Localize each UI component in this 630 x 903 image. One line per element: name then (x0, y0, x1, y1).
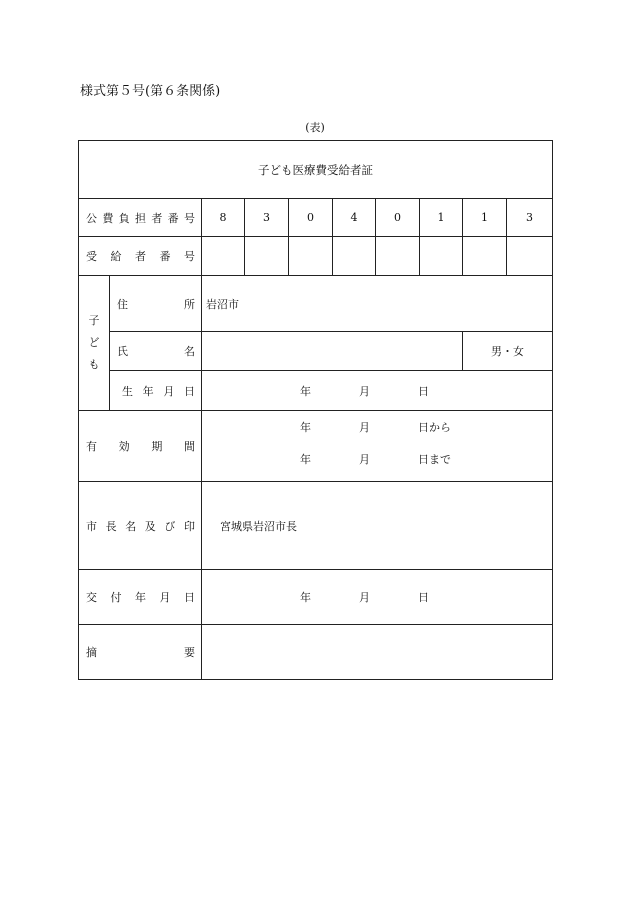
recipient-number-row (79, 237, 553, 276)
address-label: 住所 (110, 276, 202, 332)
name-row (79, 332, 553, 371)
card-title: 子ども医療費受給者証 (79, 141, 553, 199)
year-unit: 年 (300, 453, 311, 466)
day-from-unit: 日から (418, 421, 451, 434)
recipient-number-label: 受給者番号 (79, 237, 202, 276)
dob-value[interactable] (202, 371, 553, 411)
recipient-digit-cell[interactable] (463, 237, 507, 276)
mayor-value: 宮城県岩沼市長 (202, 482, 553, 570)
payer-digit: 0 (289, 199, 333, 237)
address-value[interactable]: 岩沼市 (202, 276, 553, 332)
name-value[interactable] (202, 332, 463, 371)
day-until-unit: 日まで (418, 453, 451, 466)
child-label-char: ど (88, 336, 100, 349)
payer-digit: 0 (376, 199, 420, 237)
payer-digit: 3 (507, 199, 553, 237)
payer-digit: 1 (420, 199, 463, 237)
remarks-value[interactable] (202, 625, 553, 680)
validity-value[interactable] (202, 411, 553, 482)
mayor-label: 市長名及び印 (79, 482, 202, 570)
payer-digit: 8 (202, 199, 245, 237)
payer-number-row (79, 199, 553, 237)
issue-date-label: 交付年月日 (79, 570, 202, 625)
certificate-table (78, 140, 553, 680)
recipient-digit-cell[interactable] (202, 237, 245, 276)
name-label: 氏名 (110, 332, 202, 371)
year-unit: 年 (300, 384, 311, 398)
year-unit: 年 (300, 591, 311, 604)
payer-digit: 3 (245, 199, 289, 237)
address-row (79, 276, 553, 332)
payer-digit: 4 (333, 199, 376, 237)
month-unit: 月 (359, 591, 370, 604)
month-unit: 月 (359, 384, 370, 398)
validity-label: 有効期間 (79, 411, 202, 482)
day-unit: 日 (418, 384, 429, 398)
recipient-digit-cell[interactable] (245, 237, 289, 276)
month-unit: 月 (359, 421, 370, 434)
side-label: (表) (305, 121, 325, 134)
child-label-char: 子 (88, 314, 100, 327)
remarks-label: 摘要 (79, 625, 202, 680)
recipient-digit-cell[interactable] (289, 237, 333, 276)
issue-date-value[interactable] (202, 570, 553, 625)
recipient-digit-cell[interactable] (333, 237, 376, 276)
issue-date-row (79, 570, 553, 625)
recipient-digit-cell[interactable] (420, 237, 463, 276)
year-unit: 年 (300, 421, 311, 434)
mayor-row (79, 482, 553, 570)
day-unit: 日 (418, 591, 429, 604)
payer-digit: 1 (463, 199, 507, 237)
month-unit: 月 (359, 453, 370, 466)
child-label (79, 276, 110, 411)
recipient-digit-cell[interactable] (376, 237, 420, 276)
recipient-digit-cell[interactable] (507, 237, 553, 276)
form-number: 様式第５号(第６条関係) (80, 84, 221, 99)
remarks-row (79, 625, 553, 680)
dob-row (79, 371, 553, 411)
validity-row (79, 411, 553, 482)
child-label-char: も (88, 358, 100, 371)
gender-options: 男・女 (463, 332, 553, 371)
dob-label: 生年月日 (110, 371, 202, 411)
payer-number-label: 公費負担者番号 (79, 199, 202, 237)
